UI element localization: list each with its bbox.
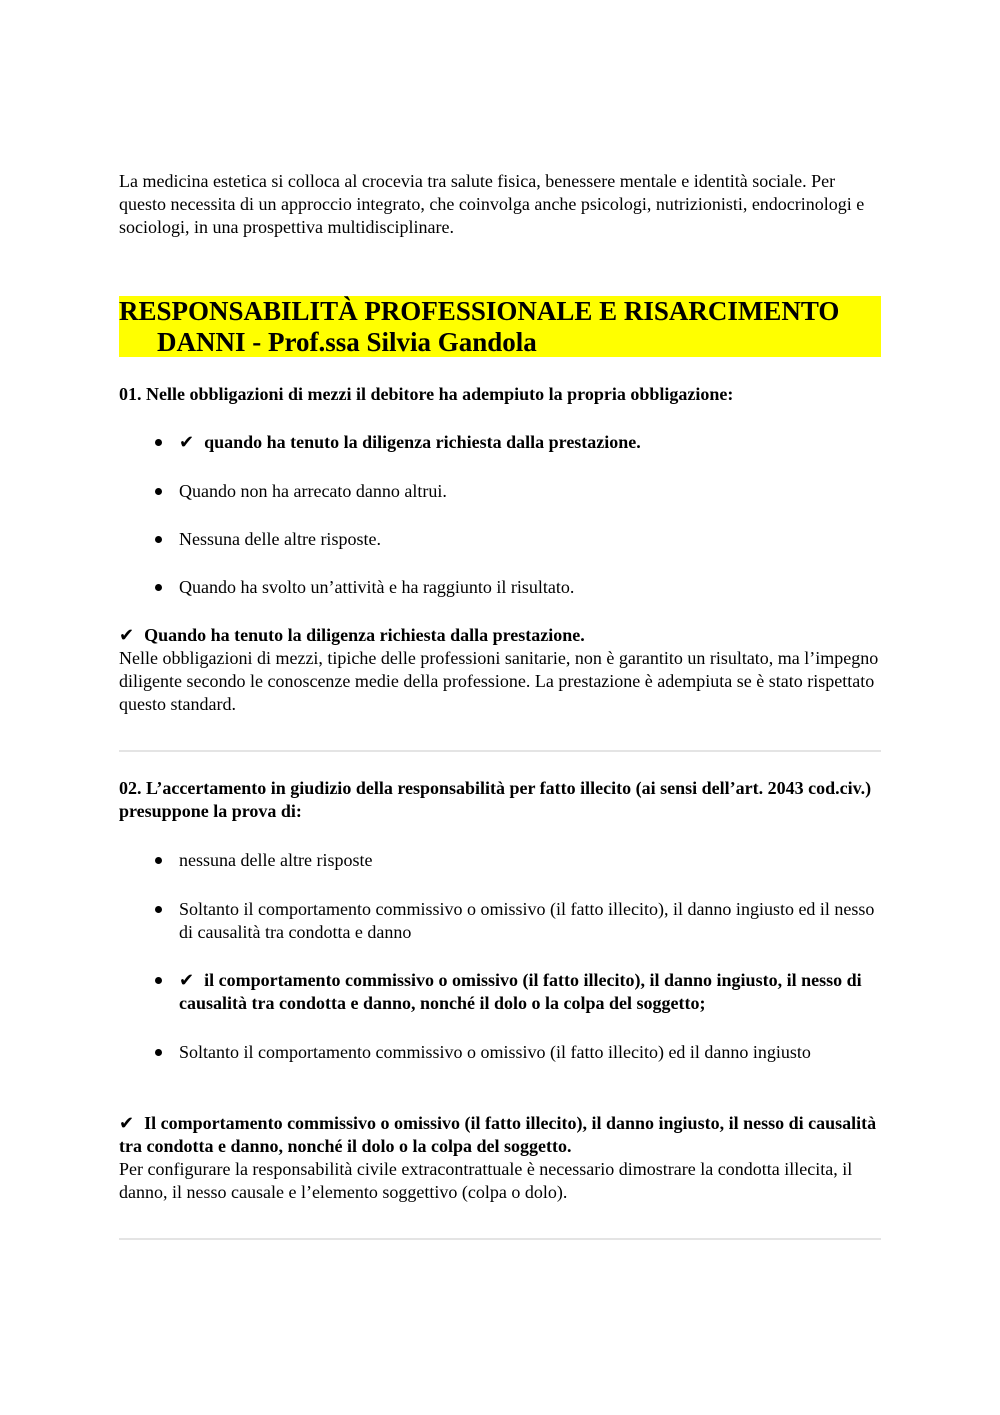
q2-option-2 xyxy=(119,898,881,944)
q2-option-4-text: Soltanto il comportamento commissivo o omissivo (il fatto illecito) ed il danno ingiusto xyxy=(179,1042,811,1062)
q2-option-1 xyxy=(119,849,881,872)
section-heading-line2: DANNI - Prof.ssa Silvia Gandola xyxy=(157,327,537,357)
q1-option-3 xyxy=(119,528,881,551)
q1-option-2 xyxy=(119,480,881,503)
bullet-icon xyxy=(155,1049,162,1056)
checkmark-icon: ✔ xyxy=(179,970,195,990)
q2-option-2-text: Soltanto il comportamento commissivo o omissivo (il fatto illecito), il danno ingiusto ed il nesso di causalità tra condotta e danno xyxy=(179,899,875,942)
q1-option-4-text: Quando ha svolto un’attività e ha raggiunto il risultato. xyxy=(179,577,575,597)
q2-option-1-text: nessuna delle altre risposte xyxy=(179,850,373,870)
q1-option-4 xyxy=(119,576,881,599)
bullet-icon xyxy=(155,977,162,984)
q2-option-3 xyxy=(119,969,881,1015)
q1-answer xyxy=(119,624,881,716)
bullet-icon xyxy=(155,584,162,591)
bullet-icon xyxy=(155,906,162,913)
section-heading-line1: RESPONSABILITÀ PROFESSIONALE E RISARCIMENTO xyxy=(119,296,840,326)
q1-option-1-text: quando ha tenuto la diligenza richiesta dalla prestazione. xyxy=(204,432,641,452)
q1-option-2-text: Quando non ha arrecato danno altrui. xyxy=(179,481,447,501)
intro-paragraph: La medicina estetica si colloca al crocevia tra salute fisica, benessere mentale e identità sociale. Per questo necessita di un approccio integrato, che coinvolga anche psicologi, nutrizionisti, endocrinologi e sociologi, in una prospettiva multidisciplinare. xyxy=(119,171,865,237)
checkmark-icon: ✔ xyxy=(119,625,135,645)
bullet-icon xyxy=(155,439,162,446)
question-1: 01. Nelle obbligazioni di mezzi il debitore ha adempiuto la propria obbligazione: xyxy=(119,384,734,404)
q1-option-1 xyxy=(119,431,881,454)
divider xyxy=(119,750,881,752)
q1-option-3-text: Nessuna delle altre risposte. xyxy=(179,529,381,549)
q2-answer xyxy=(119,1112,881,1204)
q2-answer-title: Il comportamento commissivo o omissivo (il fatto illecito), il danno ingiusto, il nesso di causalità tra condotta e danno, nonché il dolo o la colpa del soggetto. xyxy=(119,1113,877,1156)
q2-option-4 xyxy=(119,1041,881,1064)
question-2: 02. L’accertamento in giudizio della responsabilità per fatto illecito (ai sensi dell’art. 2043 cod.civ.) presuppone la prova di: xyxy=(119,778,872,821)
section-heading xyxy=(119,296,881,357)
q1-explanation: Nelle obbligazioni di mezzi, tipiche delle professioni sanitarie, non è garantito un risultato, ma l’impegno diligente secondo le conoscenze medie della professione. La prestazione è adempiuta se è stato rispettato questo standard. xyxy=(119,648,879,714)
divider xyxy=(119,1238,881,1240)
checkmark-icon: ✔ xyxy=(119,1113,135,1133)
q1-answer-title: Quando ha tenuto la diligenza richiesta dalla prestazione. xyxy=(144,625,585,645)
q2-explanation: Per configurare la responsabilità civile extracontrattuale è necessario dimostrare la condotta illecita, il danno, il nesso causale e l’elemento soggettivo (colpa o dolo). xyxy=(119,1159,853,1202)
checkmark-icon: ✔ xyxy=(179,432,195,452)
bullet-icon xyxy=(155,536,162,543)
bullet-icon xyxy=(155,857,162,864)
bullet-icon xyxy=(155,488,162,495)
q2-option-3-text: il comportamento commissivo o omissivo (il fatto illecito), il danno ingiusto, il nesso di causalità tra condotta e danno, nonché il dolo o la colpa del soggetto; xyxy=(179,970,862,1013)
